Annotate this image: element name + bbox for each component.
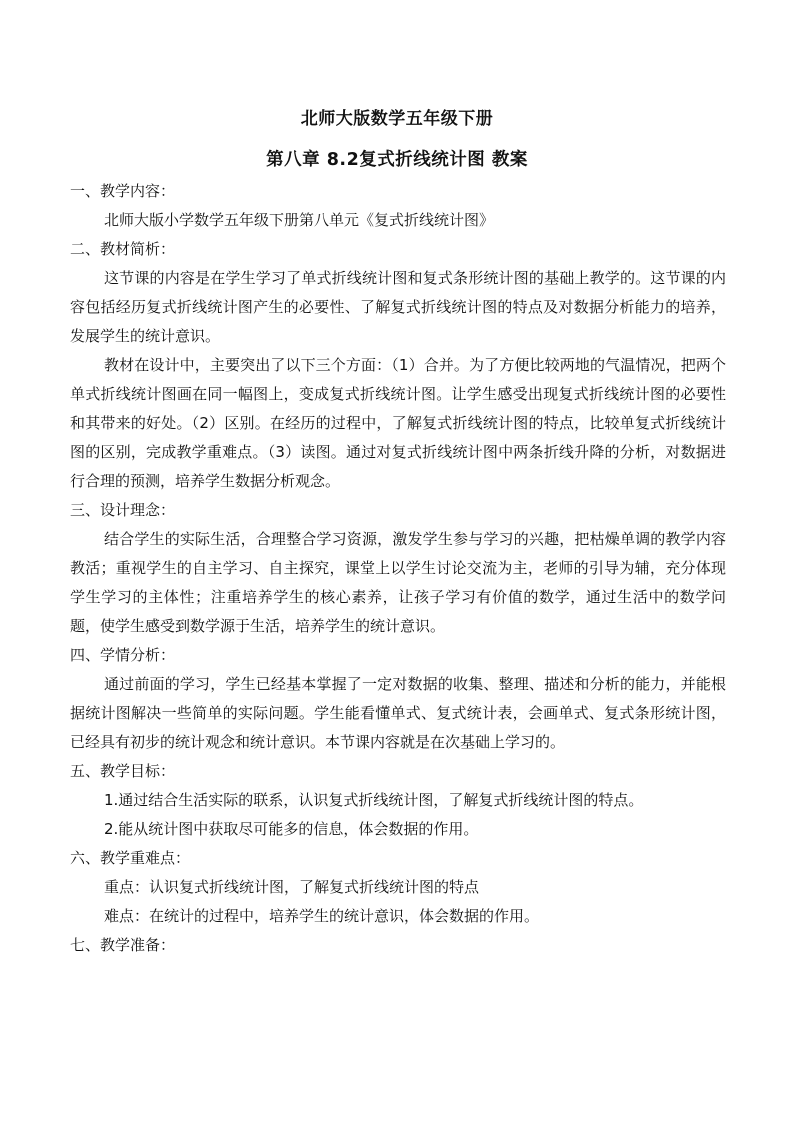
section-heading-goals: 五、教学目标：: [70, 762, 176, 780]
goal-item-1: 1.通过结合生活实际的联系，认识复式折线统计图，了解复式折线统计图的特点。: [104, 791, 644, 809]
section-content-text: 北师大版小学数学五年级下册第八单元《复式折线统计图》: [104, 211, 495, 229]
design-paragraph: 结合学生的实际生活，合理整合学习资源，激发学生参与学习的兴趣，把枯燥单调的教学内容教活；重视学生的自主学习、自主探究，课堂上以学生讨论交流为主，老师的引导为辅，充分体现学生学习的主体性；注重培养学生的核心素养，让孩子学习有价值的数学，通过生活中的数学问题，使学生感受到数学源于生活，培养学生的统计意识。: [70, 530, 726, 635]
goal-item-2: 2.能从统计图中获取尽可能多的信息，体会数据的作用。: [104, 820, 479, 838]
document-title: 北师大版数学五年级下册: [300, 109, 494, 129]
key-point-item: 重点：认识复式折线统计图，了解复式折线统计图的特点: [104, 878, 480, 896]
document-body: [70, 177, 726, 960]
material-paragraph-1: 这节课的内容是在学生学习了单式折线统计图和复式条形统计图的基础上教学的。这节课的内容包括经历复式折线统计图产生的必要性、了解复式折线统计图的特点及对数据分析能力的培养，发展学生的统计意识。: [70, 269, 726, 345]
material-paragraph-2: 教材在设计中，主要突出了以下三个方面：（1）合并。为了方便比较两地的气温情况，把两个单式折线统计图画在同一幅图上，变成复式折线统计图。让学生感受出现复式折线统计图的必要性和其带来的好处。（2）区别。在经历的过程中，了解复式折线统计图的特点，比较单复式折线统计图的区别，完成教学重难点。（3）读图。通过对复式折线统计图中两条折线升降的分析，对数据进行合理的预测，培养学生数据分析观念。: [70, 356, 726, 490]
section-heading-content: 一、教学内容：: [70, 182, 176, 200]
section-heading-key-points: 六、教学重难点：: [70, 849, 191, 867]
students-paragraph: 通过前面的学习，学生已经基本掌握了一定对数据的收集、整理、描述和分析的能力，并能根据统计图解决一些简单的实际问题。学生能看懂单式、复式统计表，会画单式、复式条形统计图，已经具有初步的统计观念和统计意识。本节课内容就是在次基础上学习的。: [70, 675, 726, 751]
document-subtitle: 第八章 8.2复式折线统计图 教案: [266, 150, 528, 170]
section-heading-preparation: 七、教学准备：: [70, 936, 176, 954]
section-heading-students: 四、学情分析：: [70, 646, 176, 664]
difficult-point-item: 难点：在统计的过程中，培养学生的统计意识，体会数据的作用。: [104, 907, 540, 925]
section-heading-design: 三、设计理念：: [70, 501, 176, 519]
section-heading-material: 二、教材简析：: [70, 240, 176, 258]
